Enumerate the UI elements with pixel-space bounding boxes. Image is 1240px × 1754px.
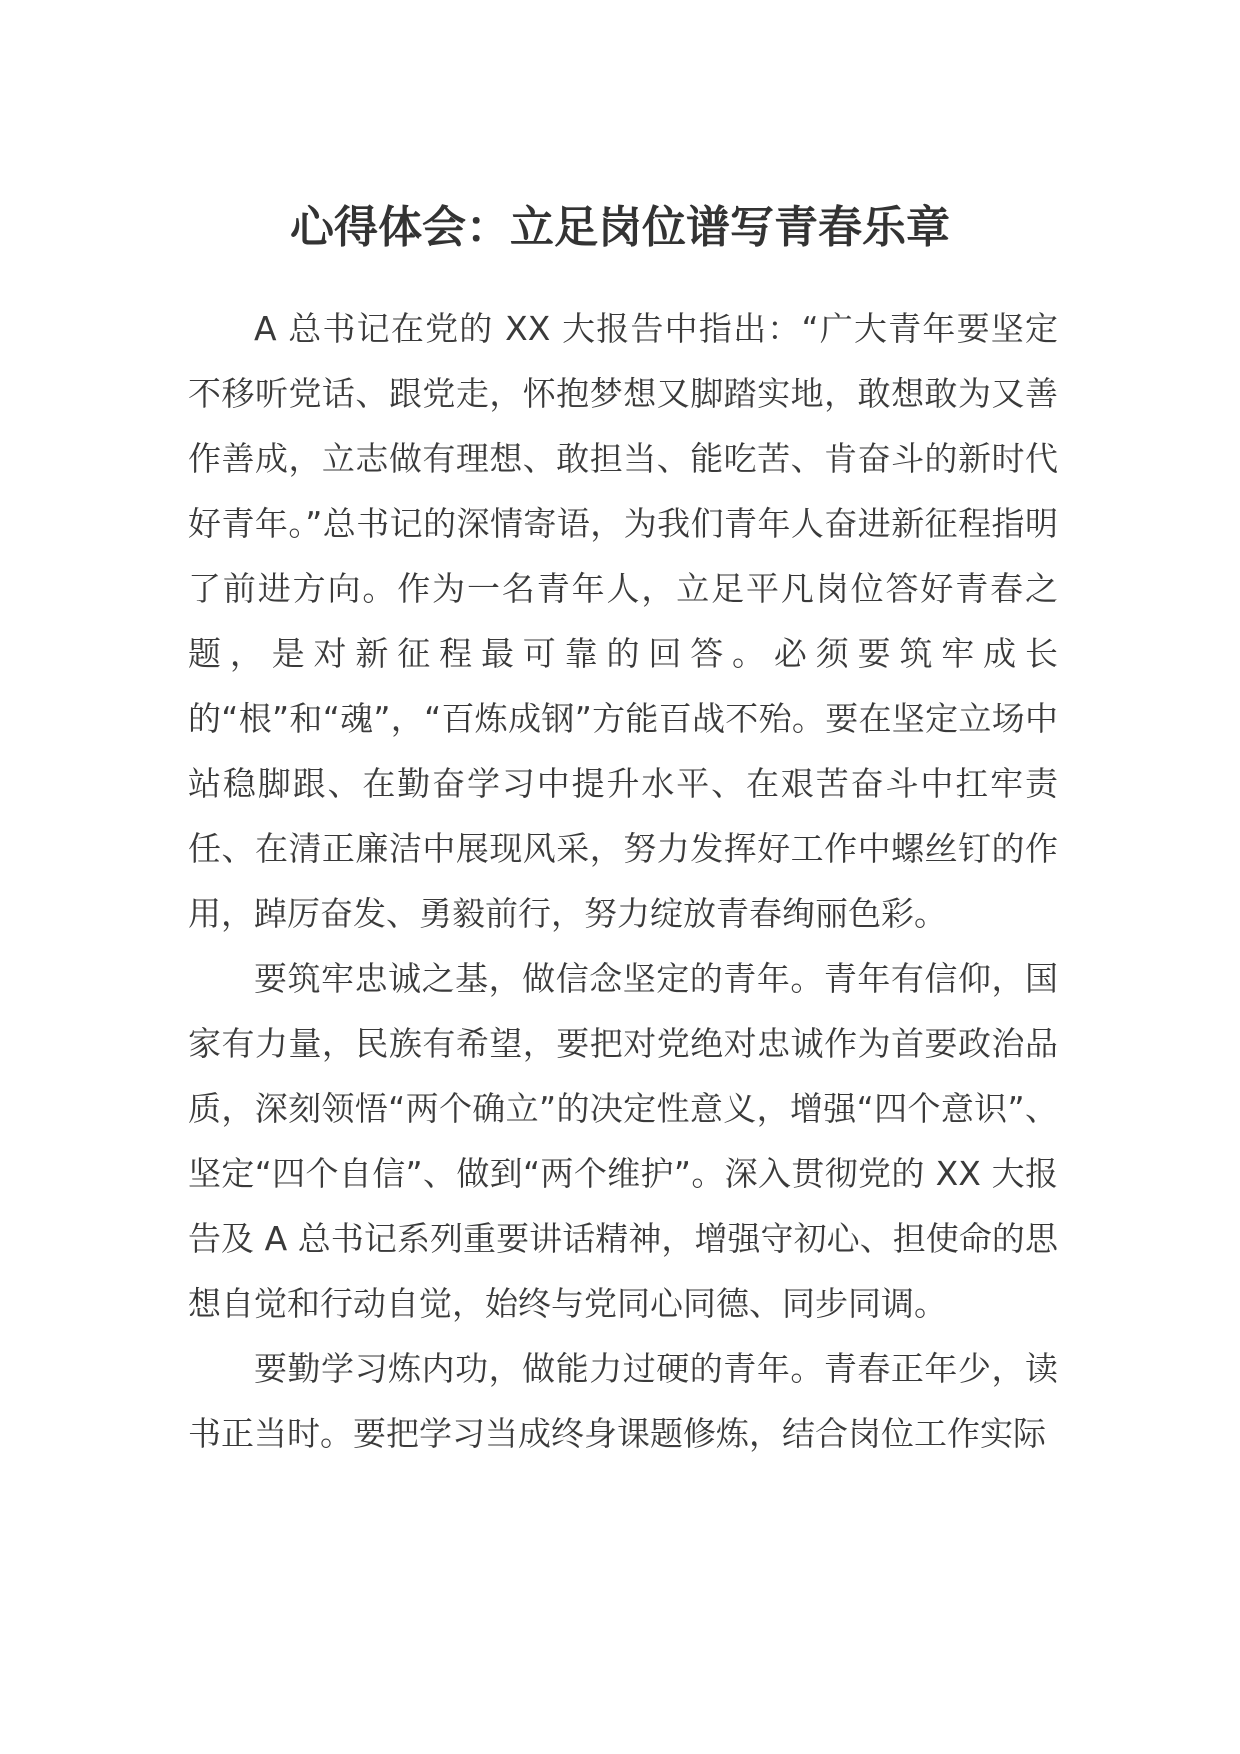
document-title: 心得体会：立足岗位谱写青春乐章 [290, 202, 950, 253]
paragraph-3: 要勤学习炼内功，做能力过硬的青年。青春正年少，读书正当时。要把学习当成终身课题修炼，结合岗位工作实际 [188, 1349, 1058, 1453]
document-body [188, 296, 1058, 1466]
paragraph-1: A 总书记在党的 XX 大报告中指出：“广大青年要坚定不移听党话、跟党走，怀抱梦想又脚踏实地，敢想敢为又善作善成，立志做有理想、敢担当、能吃苦、肯奋斗的新时代好青年。”总书记的深情寄语，为我们青年人奋进新征程指明了前进方向。作为一名青年人，立足平凡岗位答好青春之题，是对新征程最可靠的回答。必须要筑牢成长的“根”和“魂”，“百炼成钢”方能百战不殆。要在坚定立场中站稳脚跟、在勤奋学习中提升水平、在艰苦奋斗中扛牢责任、在清正廉洁中展现风采，努力发挥好工作中螺丝钉的作用，踔厉奋发、勇毅前行，努力绽放青春绚丽色彩。 [188, 309, 1058, 933]
paragraph-2: 要筑牢忠诚之基，做信念坚定的青年。青年有信仰，国家有力量，民族有希望，要把对党绝对忠诚作为首要政治品质，深刻领悟“两个确立”的决定性意义，增强“四个意识”、坚定“四个自信”、做到“两个维护”。深入贯彻党的 XX 大报告及 A 总书记系列重要讲话精神，增强守初心、担使命的思想自觉和行动自觉，始终与党同心同德、同步同调。 [188, 959, 1058, 1323]
